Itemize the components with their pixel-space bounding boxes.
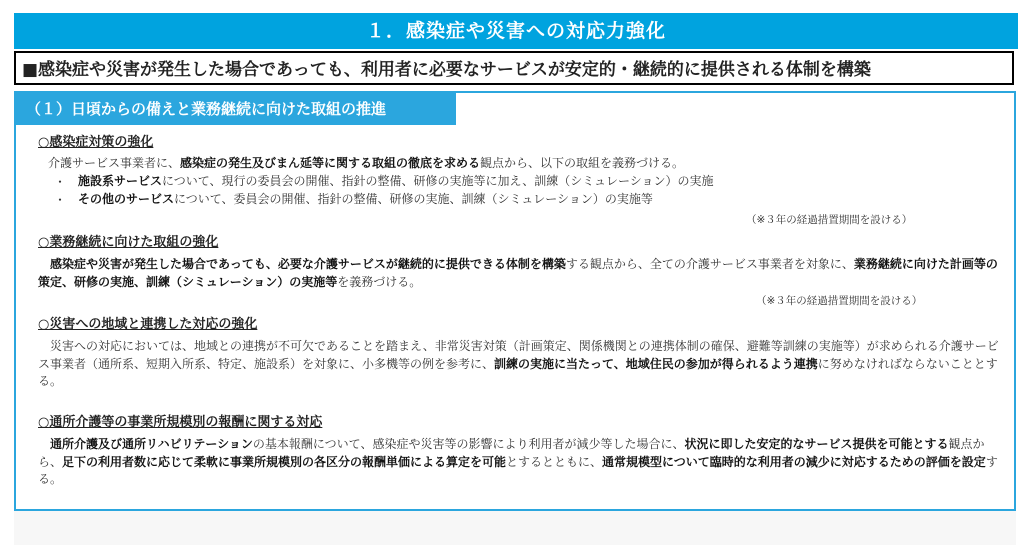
section-heading-business-continuity: ○業務継続に向けた取組の強化 bbox=[38, 235, 219, 250]
transition-note: （※３年の経過措置期間を設ける） bbox=[746, 214, 913, 226]
section-heading-infection: ○感染症対策の強化 bbox=[38, 135, 154, 150]
page-title: １．感染症や災害への対応力強化 bbox=[14, 13, 1018, 49]
section-heading-day-care-fees: ○通所介護等の事業所規模別の報酬に関する対応 bbox=[38, 415, 323, 430]
page-subtitle: ■感染症や災害が発生した場合であっても、利用者に必要なサービスが安定的・継続的に提供される体制を構築 bbox=[14, 51, 1014, 85]
section-heading-disaster: ○災害への地域と連携した対応の強化 bbox=[38, 317, 258, 332]
bullet-item: ・ bbox=[54, 193, 67, 207]
content-panel bbox=[14, 91, 1016, 511]
bullet-item: ・ bbox=[54, 175, 67, 189]
section-body-day-care-fees: 通所介護及び通所リハビリテーションの基本報酬について、感染症や災害等の影響により利用者が減少等した場合に、状況に即した安定的なサービス提供を可能とする観点から、足下の利用者数に応じて柔軟に事業所規模別の各区分の報酬単価による算定を可能とするとともに、通常規模型について臨時的な利用者の減少に対応するための評価を設定する。 bbox=[38, 437, 998, 486]
bullet-other-services: その他のサービスについて、委員会の開催、指針の整備、研修の実施、訓練（シミュレーション）の実施等 bbox=[78, 192, 653, 206]
transition-note: （※３年の経過措置期間を設ける） bbox=[756, 295, 923, 307]
footer-strip bbox=[14, 511, 1016, 545]
panel-header: （１）日頃からの備えと業務継続に向けた取組の推進 bbox=[16, 93, 456, 125]
bullet-facility-services: 施設系サービスについて、現行の委員会の開催、指針の整備、研修の実施等に加え、訓練（シミュレーション）の実施 bbox=[78, 174, 714, 188]
section-body-business-continuity: 感染症や災害が発生した場合であっても、必要な介護サービスが継続的に提供できる体制を構築する観点から、全ての介護サービス事業者を対象に、業務継続に向けた計画等の策定、研修の実施、訓練（シミュレーション）の実施等を義務づける。 bbox=[38, 257, 998, 289]
section-intro-infection: 介護サービス事業者に、感染症の発生及びまん延等に関する取組の徹底を求める観点から、以下の取組を義務づける。 bbox=[48, 156, 685, 170]
section-body-disaster: 災害への対応においては、地域との連携が不可欠であることを踏まえ、非常災害対策（計画策定、関係機関との連携体制の確保、避難等訓練の実施等）が求められる介護サービス事業者（通所系、短期入所系、特定、施設系）を対象に、小多機等の例を参考に、訓練の実施に当たって、地域住民の参加が得られるよう連携に努めなければならないこととする。 bbox=[38, 339, 999, 388]
